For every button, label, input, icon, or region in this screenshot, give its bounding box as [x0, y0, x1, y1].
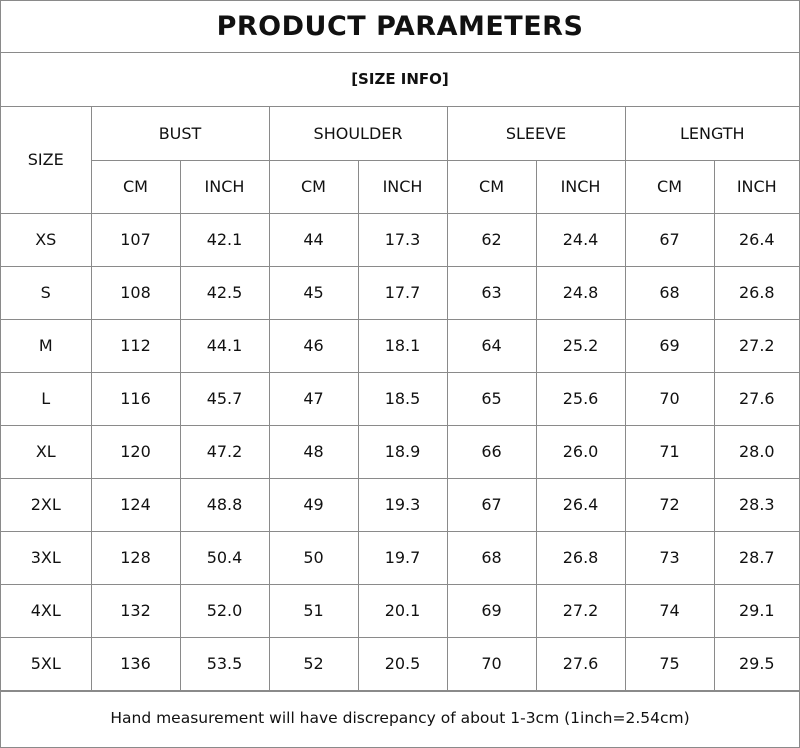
measurement-cell: 18.1 [358, 319, 447, 372]
measurement-cell: 25.2 [536, 319, 625, 372]
column-header-bust: BUST [91, 107, 269, 160]
measurement-cell: 51 [269, 584, 358, 637]
measurement-cell: 29.1 [714, 584, 799, 637]
measurement-cell: 75 [625, 637, 714, 690]
measurement-cell: 47.2 [180, 425, 269, 478]
size-cell: XS [1, 213, 91, 266]
measurement-cell: 20.1 [358, 584, 447, 637]
measurement-cell: 19.3 [358, 478, 447, 531]
measurement-cell: 72 [625, 478, 714, 531]
measurement-cell: 26.0 [536, 425, 625, 478]
size-cell: 4XL [1, 584, 91, 637]
measurement-cell: 49 [269, 478, 358, 531]
measurement-cell: 20.5 [358, 637, 447, 690]
measurement-cell: 69 [625, 319, 714, 372]
size-cell: S [1, 266, 91, 319]
measurement-cell: 50.4 [180, 531, 269, 584]
size-cell: L [1, 372, 91, 425]
measurement-cell: 63 [447, 266, 536, 319]
table-row [1, 584, 799, 637]
measurement-cell: 68 [447, 531, 536, 584]
column-header-shoulder: SHOULDER [269, 107, 447, 160]
measurement-cell: 26.4 [714, 213, 799, 266]
unit-header-inch: INCH [536, 160, 625, 213]
measurement-cell: 24.8 [536, 266, 625, 319]
unit-header-inch: INCH [180, 160, 269, 213]
size-cell: 3XL [1, 531, 91, 584]
header-row-groups [1, 107, 799, 160]
size-cell: 2XL [1, 478, 91, 531]
measurement-cell: 27.2 [536, 584, 625, 637]
table-row [1, 478, 799, 531]
unit-header-cm: CM [269, 160, 358, 213]
table-row [1, 319, 799, 372]
measurement-cell: 19.7 [358, 531, 447, 584]
measurement-cell: 73 [625, 531, 714, 584]
measurement-cell: 48 [269, 425, 358, 478]
measurement-cell: 45.7 [180, 372, 269, 425]
measurement-cell: 28.3 [714, 478, 799, 531]
measurement-cell: 42.1 [180, 213, 269, 266]
measurement-cell: 62 [447, 213, 536, 266]
measurement-note: Hand measurement will have discrepancy of about 1-3cm (1inch=2.54cm) [1, 691, 799, 744]
measurement-cell: 68 [625, 266, 714, 319]
measurement-cell: 116 [91, 372, 180, 425]
measurement-cell: 24.4 [536, 213, 625, 266]
measurement-cell: 66 [447, 425, 536, 478]
measurement-cell: 27.6 [714, 372, 799, 425]
size-cell: M [1, 319, 91, 372]
measurement-cell: 65 [447, 372, 536, 425]
measurement-cell: 44.1 [180, 319, 269, 372]
table-row [1, 372, 799, 425]
table-row [1, 637, 799, 690]
measurement-cell: 108 [91, 266, 180, 319]
measurement-cell: 70 [447, 637, 536, 690]
measurement-cell: 26.8 [536, 531, 625, 584]
measurement-cell: 48.8 [180, 478, 269, 531]
measurement-cell: 18.9 [358, 425, 447, 478]
measurement-cell: 67 [625, 213, 714, 266]
measurement-cell: 124 [91, 478, 180, 531]
measurement-cell: 136 [91, 637, 180, 690]
size-cell: 5XL [1, 637, 91, 690]
measurement-cell: 28.7 [714, 531, 799, 584]
measurement-cell: 53.5 [180, 637, 269, 690]
unit-header-inch: INCH [358, 160, 447, 213]
measurement-cell: 112 [91, 319, 180, 372]
measurement-cell: 27.2 [714, 319, 799, 372]
size-cell: XL [1, 425, 91, 478]
header-row-units [1, 160, 799, 213]
measurement-cell: 25.6 [536, 372, 625, 425]
measurement-cell: 17.3 [358, 213, 447, 266]
measurement-cell: 71 [625, 425, 714, 478]
unit-header-cm: CM [91, 160, 180, 213]
measurement-cell: 26.8 [714, 266, 799, 319]
table-row [1, 531, 799, 584]
measurement-cell: 70 [625, 372, 714, 425]
measurement-cell: 26.4 [536, 478, 625, 531]
measurement-cell: 18.5 [358, 372, 447, 425]
column-header-size: SIZE [1, 107, 91, 213]
measurement-cell: 67 [447, 478, 536, 531]
column-header-sleeve: SLEEVE [447, 107, 625, 160]
column-header-length: LENGTH [625, 107, 799, 160]
measurement-cell: 50 [269, 531, 358, 584]
measurement-cell: 44 [269, 213, 358, 266]
measurement-cell: 74 [625, 584, 714, 637]
measurement-cell: 46 [269, 319, 358, 372]
measurement-cell: 28.0 [714, 425, 799, 478]
measurement-cell: 45 [269, 266, 358, 319]
measurement-cell: 42.5 [180, 266, 269, 319]
page-title: PRODUCT PARAMETERS [1, 1, 799, 53]
measurement-cell: 52 [269, 637, 358, 690]
size-rows [1, 213, 799, 690]
measurement-cell: 52.0 [180, 584, 269, 637]
size-table [1, 107, 799, 691]
measurement-cell: 120 [91, 425, 180, 478]
measurement-cell: 64 [447, 319, 536, 372]
unit-header-cm: CM [625, 160, 714, 213]
measurement-cell: 27.6 [536, 637, 625, 690]
measurement-cell: 17.7 [358, 266, 447, 319]
unit-header-inch: INCH [714, 160, 799, 213]
measurement-cell: 128 [91, 531, 180, 584]
table-row [1, 425, 799, 478]
measurement-cell: 132 [91, 584, 180, 637]
section-subtitle: [SIZE INFO] [1, 53, 799, 107]
unit-header-cm: CM [447, 160, 536, 213]
measurement-cell: 107 [91, 213, 180, 266]
table-row [1, 266, 799, 319]
table-row [1, 213, 799, 266]
measurement-cell: 47 [269, 372, 358, 425]
measurement-cell: 29.5 [714, 637, 799, 690]
measurement-cell: 69 [447, 584, 536, 637]
